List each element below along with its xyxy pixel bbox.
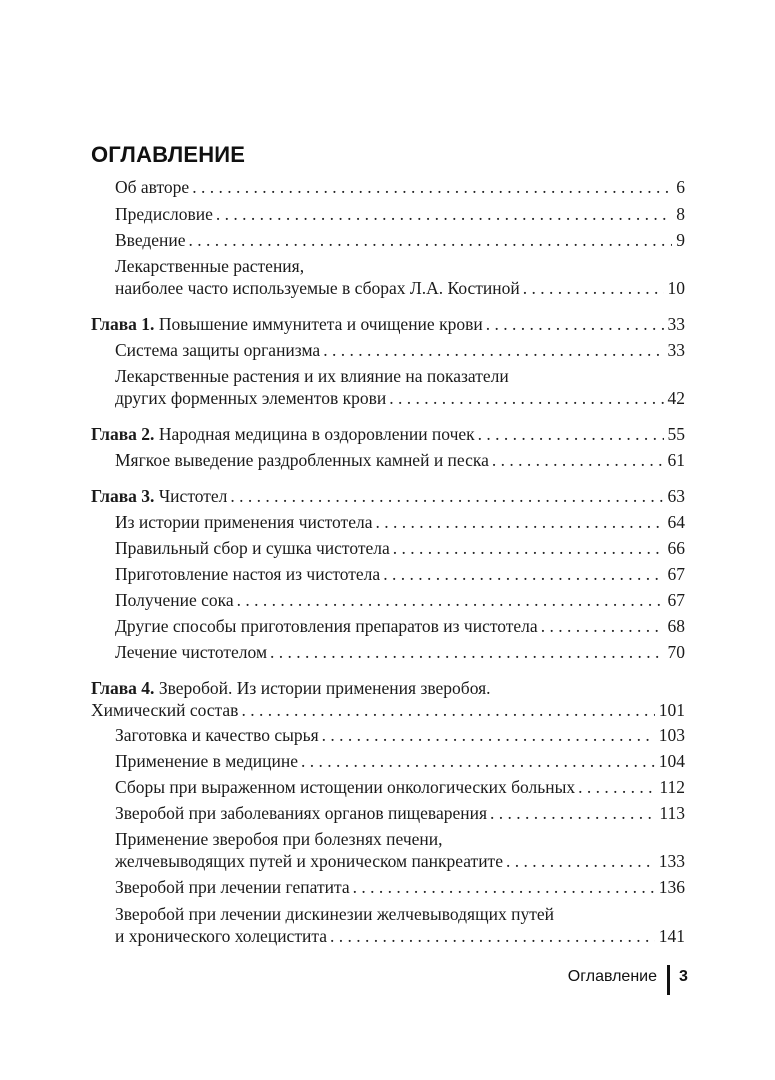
entry-page: 133 — [658, 851, 685, 871]
toc-entry — [115, 537, 685, 559]
entry-page: 104 — [658, 751, 685, 771]
toc-entry — [115, 750, 685, 772]
entry-title-line1: Применение зверобоя при болезнях печени, — [115, 829, 443, 849]
entry-page: 61 — [667, 450, 685, 470]
toc-entry — [115, 255, 685, 299]
entry-page: 141 — [658, 926, 685, 946]
entry-page: 42 — [667, 388, 685, 408]
toc-chapter — [91, 677, 685, 721]
chapter-label: Глава 2. — [91, 424, 155, 444]
leader-dots — [506, 850, 655, 872]
entry-page: 33 — [667, 340, 685, 360]
chapter-label: Глава 1. — [91, 314, 155, 334]
entry-title: Система защиты организма — [115, 340, 321, 360]
toc-entry — [115, 563, 685, 585]
toc-entry — [115, 589, 685, 611]
toc-entry — [115, 615, 685, 637]
entry-page: 63 — [667, 486, 685, 506]
leader-dots — [270, 641, 663, 663]
leader-dots — [393, 537, 664, 559]
toc-entry — [115, 365, 685, 409]
toc-chapter — [91, 313, 685, 335]
toc-entry — [115, 724, 685, 746]
leader-dots — [478, 423, 664, 445]
entry-title-line1: Зверобой. Из истории применения зверобоя. — [158, 678, 491, 698]
toc-entry — [115, 776, 685, 798]
running-footer-title: Оглавление — [567, 968, 657, 985]
chapter-label: Глава 3. — [91, 486, 155, 506]
entry-title: Народная медицина в оздоровлении почек — [158, 424, 475, 444]
toc-chapter — [91, 485, 685, 507]
entry-page: 136 — [658, 877, 685, 897]
entry-title: других форменных элементов крови — [115, 388, 387, 408]
entry-title: наиболее часто используемые в сборах Л.А. Костиной — [115, 278, 520, 298]
leader-dots — [375, 511, 663, 533]
entry-title: Об авторе — [115, 177, 190, 197]
entry-page: 55 — [667, 424, 685, 444]
toc-entry — [115, 229, 685, 251]
toc-entry — [115, 339, 685, 361]
leader-dots — [492, 449, 664, 471]
entry-title: Правильный сбор и сушка чистотела — [115, 538, 390, 558]
entry-title: Заготовка и качество сырья — [115, 725, 319, 745]
entry-page: 8 — [676, 204, 685, 224]
leader-dots — [353, 876, 655, 898]
entry-page: 70 — [667, 642, 685, 662]
toc-entry — [115, 903, 685, 947]
entry-title: Получение сока — [115, 590, 234, 610]
entry-title: Зверобой при лечении гепатита — [115, 877, 350, 897]
chapter-label: Глава 4. — [91, 678, 155, 698]
leader-dots — [383, 563, 663, 585]
leader-dots — [541, 615, 664, 637]
leader-dots — [301, 750, 655, 772]
entry-page: 101 — [658, 700, 685, 720]
footer-divider — [667, 965, 670, 995]
entry-title: Химический состав — [91, 700, 239, 720]
leader-dots — [192, 176, 672, 198]
leader-dots — [241, 699, 654, 721]
toc-entry — [115, 511, 685, 533]
leader-dots — [578, 776, 655, 798]
entry-page: 9 — [676, 230, 685, 250]
leader-dots — [323, 339, 663, 361]
leader-dots — [389, 387, 663, 409]
entry-page: 33 — [667, 314, 685, 334]
toc-entry — [115, 449, 685, 471]
entry-page: 67 — [667, 564, 685, 584]
entry-title: Сборы при выраженном истощении онкологических больных — [115, 777, 576, 797]
entry-page: 66 — [667, 538, 685, 558]
toc-heading: ОГЛАВЛЕНИЕ — [91, 142, 246, 167]
entry-title: Приготовление настоя из чистотела — [115, 564, 381, 584]
toc-entry — [115, 828, 685, 872]
leader-dots — [490, 802, 655, 824]
entry-title: и хронического холецистита — [115, 926, 327, 946]
toc-entry — [115, 176, 685, 198]
leader-dots — [322, 724, 655, 746]
entry-page: 64 — [667, 512, 685, 532]
entry-title: Другие способы приготовления препаратов из чистотела — [115, 616, 538, 636]
entry-page: 67 — [667, 590, 685, 610]
entry-page: 10 — [667, 278, 685, 298]
entry-page: 68 — [667, 616, 685, 636]
leader-dots — [237, 589, 664, 611]
toc-entry — [115, 203, 685, 225]
entry-title-line1: Лекарственные растения и их влияние на показатели — [115, 366, 509, 386]
leader-dots — [189, 229, 673, 251]
entry-title: Повышение иммунитета и очищение крови — [158, 314, 483, 334]
leader-dots — [330, 925, 655, 947]
entry-title: Из истории применения чистотела — [115, 512, 373, 532]
entry-page: 103 — [658, 725, 685, 745]
page-number: 3 — [679, 968, 688, 985]
toc-chapter — [91, 423, 685, 445]
page-footer — [0, 965, 775, 995]
toc-entry — [115, 876, 685, 898]
entry-title: Применение в медицине — [115, 751, 298, 771]
entry-title: Мягкое выведение раздробленных камней и песка — [115, 450, 489, 470]
toc-entry — [115, 802, 685, 824]
entry-title-line1: Зверобой при лечении дискинезии желчевыводящих путей — [115, 904, 554, 924]
leader-dots — [523, 277, 664, 299]
entry-title: Введение — [115, 230, 186, 250]
leader-dots — [486, 313, 664, 335]
entry-title-line1: Лекарственные растения, — [115, 256, 305, 276]
entry-title: Зверобой при заболеваниях органов пищеварения — [115, 803, 488, 823]
entry-title: Предисловие — [115, 204, 213, 224]
leader-dots — [230, 485, 663, 507]
toc-entry — [115, 641, 685, 663]
entry-page: 112 — [659, 777, 685, 797]
entry-title: Лечение чистотелом — [115, 642, 268, 662]
entry-page: 113 — [659, 803, 685, 823]
entry-page: 6 — [676, 177, 685, 197]
leader-dots — [216, 203, 672, 225]
entry-title: желчевыводящих путей и хроническом панкреатите — [115, 851, 503, 871]
entry-title: Чистотел — [158, 486, 228, 506]
